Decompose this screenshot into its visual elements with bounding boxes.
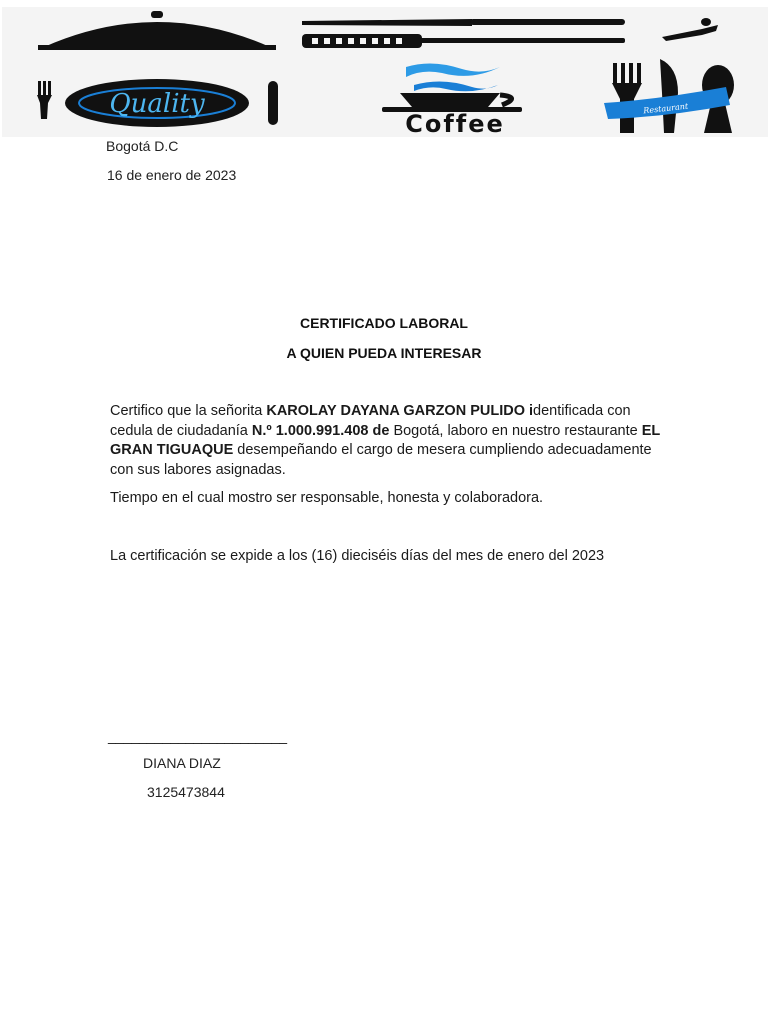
- signer-phone: 3125473844: [147, 784, 225, 800]
- paragraph-text: desempeñando el cargo de mesera cumpliendo adecuadamente con sus labores asignadas.: [110, 442, 652, 478]
- letter-city: Bogotá D.C: [106, 138, 179, 154]
- fork-icon: [37, 81, 52, 119]
- quality-logo: [65, 79, 249, 127]
- cutlery-set-icon: [604, 59, 734, 133]
- coffee-cup-icon: [382, 63, 522, 112]
- knife-icon: [302, 19, 625, 26]
- certificate-paragraph-3: La certificación se expide a los (16) dieciséis días del mes de enero del 2023: [110, 548, 605, 564]
- certificate-subtitle: A QUIEN PUEDA INTERESAR: [286, 345, 482, 361]
- ribbon-text: Restaurant: [642, 101, 689, 116]
- certificate-paragraph-2: Tiempo en el cual mostro ser responsable, honesta y colaboradora.: [110, 490, 544, 506]
- employee-id-number: N.º 1.000.991.408 de: [251, 422, 390, 439]
- signer-name: DIANA DIAZ: [143, 755, 221, 771]
- signature-line: _______________________: [108, 728, 288, 744]
- certificate-paragraph-1: [110, 402, 670, 480]
- paragraph-text: Bogotá, laboro en nuestro restaurante: [389, 422, 642, 439]
- quality-logo-text: Quality: [109, 89, 205, 119]
- header-banner: [2, 7, 768, 137]
- cloche-icon: [38, 11, 276, 50]
- certificate-title: CERTIFICADO LABORAL: [300, 315, 468, 331]
- letter-date: 16 de enero de 2023: [107, 167, 237, 183]
- restaurant-banner-graphic: [2, 7, 768, 137]
- spatula-icon: [302, 34, 625, 48]
- small-knife-icon: [268, 81, 278, 125]
- ladle-icon: [662, 18, 718, 41]
- paragraph-text: dentificada con cedula de ciudadanía: [110, 403, 631, 439]
- paragraph-text: Certifico que la señorita: [110, 403, 267, 419]
- company-name: EL GRAN TIGUAQUE: [110, 422, 661, 458]
- employee-name: KAROLAY DAYANA GARZON PULIDO i: [266, 403, 534, 419]
- coffee-text: Coffee: [405, 110, 505, 137]
